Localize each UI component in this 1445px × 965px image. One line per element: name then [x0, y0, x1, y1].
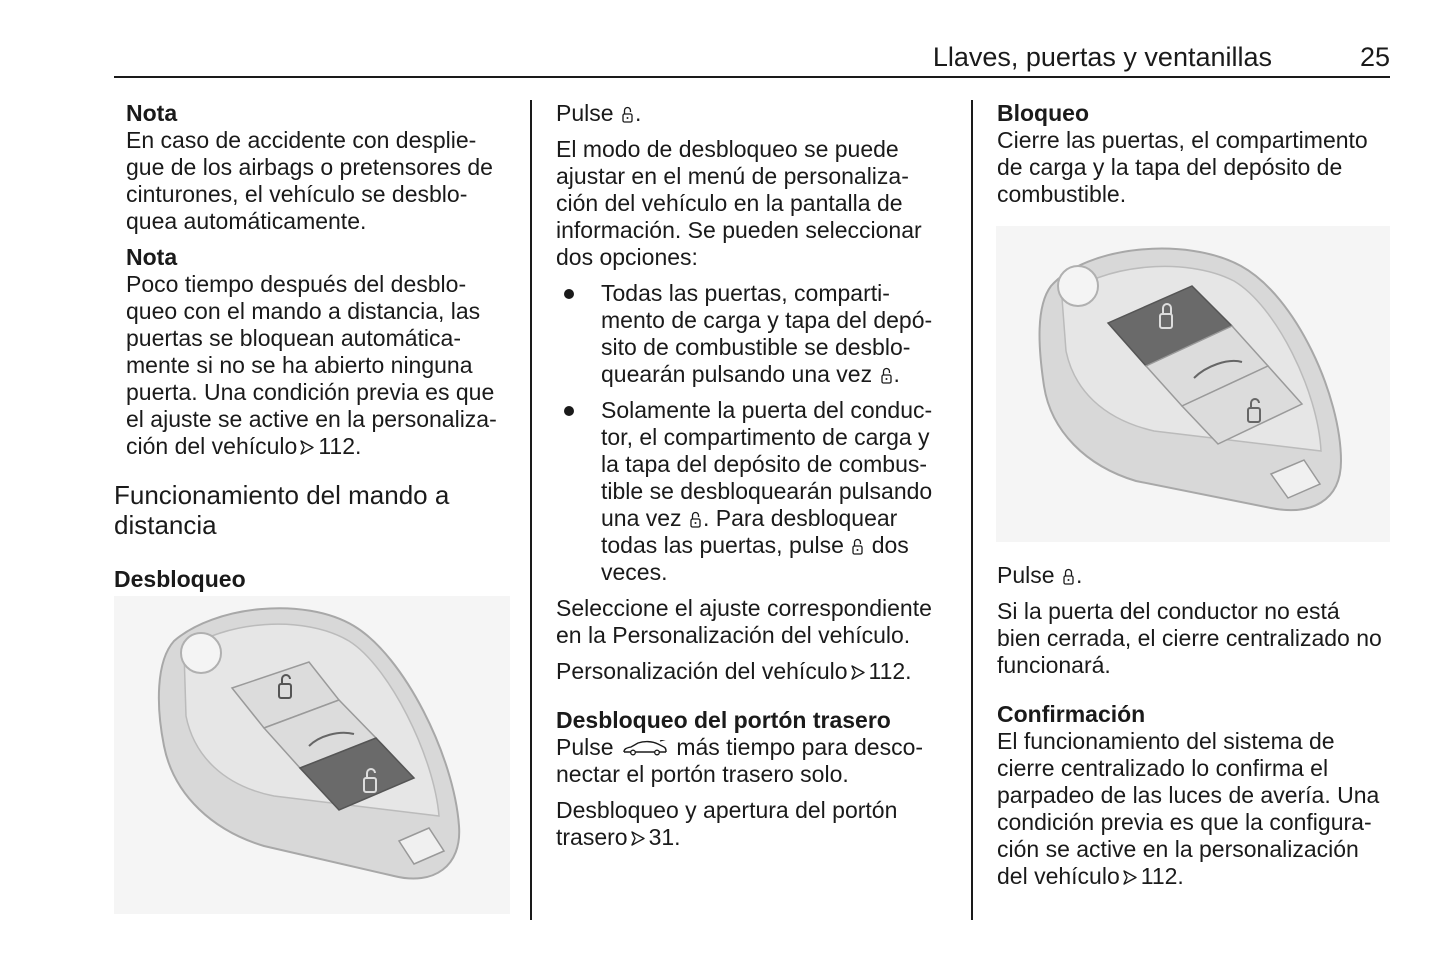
- text-line: [556, 100, 956, 127]
- text-line: Si la puerta del conductor no está: [997, 598, 1340, 624]
- paragraph: [556, 797, 956, 851]
- text-line: Todas las puertas, comparti-: [601, 280, 890, 306]
- text-span: .: [893, 361, 900, 387]
- note-title: Nota: [126, 244, 178, 270]
- tailgate-car-icon: [622, 740, 668, 756]
- lock-open-icon: [622, 106, 633, 123]
- text-line: [556, 824, 956, 851]
- text-span: . Para desbloquear: [702, 505, 898, 531]
- text-line: parpadeo de las luces de avería. Una: [997, 782, 1380, 808]
- text-line: veces.: [601, 559, 668, 585]
- page-reference-arrow-icon: [850, 664, 866, 681]
- lock-open-icon: [690, 511, 701, 528]
- text-line: Solamente la puerta del conduc-: [601, 397, 933, 423]
- subsection-title: Bloqueo: [997, 100, 1089, 126]
- text-line: el ajuste se active en la personaliza-: [126, 406, 497, 432]
- page-reference[interactable]: 112.: [318, 433, 362, 459]
- page-reference-arrow-icon: [630, 830, 646, 847]
- text-line: mente si no se ha abierto ninguna: [126, 352, 473, 378]
- key-fob-lock-illustration: [996, 226, 1390, 542]
- text-line: [601, 505, 956, 532]
- list-item: [556, 280, 956, 388]
- subsection-title: Desbloqueo: [114, 566, 246, 592]
- text-line: En caso de accidente con desplie-: [126, 127, 477, 153]
- text-line: El funcionamiento del sistema de: [997, 728, 1335, 754]
- text-line: Poco tiempo después del desblo-: [126, 271, 467, 297]
- note-title: Nota: [126, 100, 178, 126]
- column-2: [556, 100, 956, 860]
- column-divider: [530, 100, 532, 920]
- text-line: combustible.: [997, 181, 1127, 207]
- text-line: Funcionamiento del mando a: [114, 480, 450, 510]
- page-number: 25: [1359, 42, 1390, 72]
- text-line: [601, 361, 956, 388]
- bullet-icon: [564, 289, 574, 299]
- text-line: Cierre las puertas, el compartimento: [997, 127, 1368, 153]
- text-span: Pulse: [997, 562, 1055, 588]
- subsection-title: Confirmación: [997, 701, 1146, 727]
- text-line: [556, 734, 956, 761]
- text-line: [601, 532, 956, 559]
- subsection-title: Desbloqueo del portón trasero: [556, 707, 891, 733]
- paragraph: [997, 598, 1397, 679]
- text-line: ajustar en el menú de personaliza-: [556, 163, 909, 189]
- text-span: quearán pulsando una vez: [601, 361, 873, 387]
- text-line: [126, 433, 514, 460]
- page-reference-arrow-icon: [299, 439, 315, 456]
- text-line: funcionará.: [997, 652, 1111, 678]
- chapter-title: Llaves, puertas y ventanillas: [932, 42, 1272, 72]
- text-line: distancia: [114, 510, 217, 540]
- column-divider: [971, 100, 973, 920]
- paragraph: [556, 734, 956, 788]
- text-span: del vehículo: [997, 863, 1120, 889]
- lock-closed-icon: [1063, 568, 1074, 585]
- paragraph: [556, 595, 956, 649]
- options-list: [556, 280, 956, 586]
- text-span: trasero: [556, 824, 628, 850]
- text-line: puertas se bloquean automática-: [126, 325, 461, 351]
- text-span: dos: [871, 532, 909, 558]
- text-span: Pulse: [556, 100, 614, 126]
- text-line: tor, el compartimento de carga y: [601, 424, 930, 450]
- text-span: .: [634, 100, 642, 126]
- text-line: cinturones, el vehículo se desblo-: [126, 181, 468, 207]
- paragraph: [997, 728, 1397, 890]
- column-3: [997, 100, 1397, 208]
- text-line: ción del vehículo en la pantalla de: [556, 190, 903, 216]
- key-fob-unlock-illustration: [114, 596, 510, 914]
- text-span: .: [1075, 562, 1083, 588]
- text-span: Pulse: [556, 734, 614, 760]
- text-line: gue de los airbags o pretensores de: [126, 154, 493, 180]
- text-line: condición previa es que la configura-: [997, 809, 1372, 835]
- text-line: ción se active en la personalización: [997, 836, 1359, 862]
- lock-open-icon: [881, 367, 892, 384]
- text-line: [556, 658, 956, 685]
- section-title: [114, 480, 514, 540]
- text-span: ción del vehículo: [126, 433, 298, 459]
- note-1: [114, 100, 514, 235]
- text-line: dos opciones:: [556, 244, 698, 270]
- page-reference[interactable]: 31.: [648, 824, 681, 850]
- text-line: El modo de desbloqueo se puede: [556, 136, 899, 162]
- paragraph: [997, 127, 1397, 208]
- page-reference-arrow-icon: [1122, 869, 1138, 886]
- text-line: sito de combustible se desblo-: [601, 334, 911, 360]
- page-reference[interactable]: 112.: [868, 658, 912, 684]
- bullet-icon: [564, 406, 574, 416]
- text-line: tible se desbloquearán pulsando: [601, 478, 933, 504]
- text-line: la tapa del depósito de combus-: [601, 451, 928, 477]
- text-line: Seleccione el ajuste correspondiente: [556, 595, 932, 621]
- text-line: información. Se pueden seleccionar: [556, 217, 922, 243]
- text-line: mento de carga y tapa del depó-: [601, 307, 933, 333]
- text-line: nectar el portón trasero solo.: [556, 761, 849, 787]
- text-line: [997, 562, 1397, 589]
- text-line: cierre centralizado lo confirma el: [997, 755, 1329, 781]
- text-span: más tiempo para desco-: [676, 734, 924, 760]
- text-line: puerta. Una condición previa es que: [126, 379, 495, 405]
- page-reference[interactable]: 112.: [1140, 863, 1184, 889]
- text-line: bien cerrada, el cierre centralizado no: [997, 625, 1382, 651]
- lock-open-icon: [852, 538, 863, 555]
- text-span: todas las puertas, pulse: [601, 532, 844, 558]
- text-line: Desbloqueo y apertura del portón: [556, 797, 898, 823]
- list-item: [556, 397, 956, 586]
- note-2: [114, 244, 514, 460]
- text-span: una vez: [601, 505, 682, 531]
- text-line: en la Personalización del vehículo.: [556, 622, 911, 648]
- page-header: [114, 38, 1390, 78]
- column-1: [114, 100, 514, 593]
- text-line: [997, 863, 1397, 890]
- text-span: Personalización del vehículo: [556, 658, 848, 684]
- text-line: quea automáticamente.: [126, 208, 367, 234]
- paragraph: [556, 136, 956, 271]
- text-line: queo con el mando a distancia, las: [126, 298, 481, 324]
- column-3-lower: [997, 562, 1397, 890]
- text-line: de carga y la tapa del depósito de: [997, 154, 1343, 180]
